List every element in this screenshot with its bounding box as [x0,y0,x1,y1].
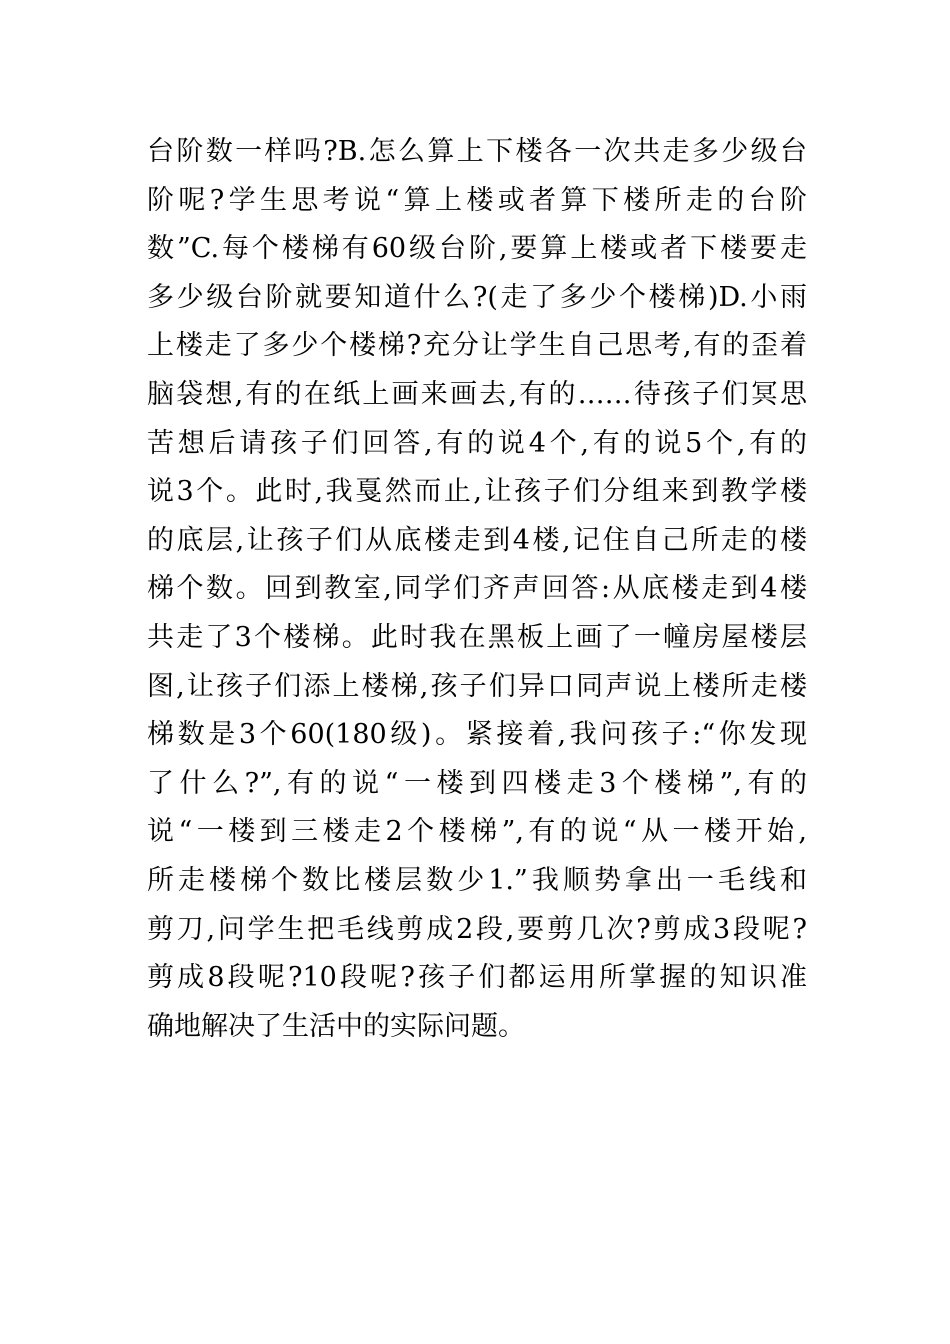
text-line-3: 数”C.每个楼梯有60级台阶,要算上楼或者下楼要走 [147,233,807,265]
text-line-13: 梯数是3个60(180级)。紧接着,我问孩子:“你发现 [147,719,807,751]
text-line-18: 剪成8段呢?10段呢?孩子们都运用所掌握的知识准 [147,962,807,994]
text-line-11: 共走了3个楼梯。此时我在黑板上画了一幢房屋楼层 [147,621,807,653]
text-line-8: 说3个。此时,我戛然而止,让孩子们分组来到教学楼 [147,476,807,508]
text-line-17: 剪刀,问学生把毛线剪成2段,要剪几次?剪成3段呢? [147,913,807,945]
text-line-10: 梯个数。回到教室,同学们齐声回答:从底楼走到4楼 [147,573,807,605]
text-line-7: 苦想后请孩子们回答,有的说4个,有的说5个,有的 [147,427,807,459]
text-line-2: 阶呢?学生思考说“算上楼或者算下楼所走的台阶 [147,184,807,216]
text-line-12: 图,让孩子们添上楼梯,孩子们异口同声说上楼所走楼 [147,670,807,702]
text-line-19: 确地解决了生活中的实际问题。 [147,1010,525,1042]
text-line-9: 的底层,让孩子们从底楼走到4楼,记住自己所走的楼 [147,524,807,556]
text-line-4: 多少级台阶就要知道什么?(走了多少个楼梯)D.小雨 [147,281,807,313]
text-line-1: 台阶数一样吗?B.怎么算上下楼各一次共走多少级台 [147,136,807,167]
text-line-6: 脑袋想,有的在纸上画来画去,有的……待孩子们冥思 [147,378,807,410]
text-line-14: 了什么?”,有的说“一楼到四楼走3个楼梯”,有的 [147,767,807,799]
text-line-15: 说“一楼到三楼走2个楼梯”,有的说“从一楼开始, [147,816,807,848]
text-line-16: 所走楼梯个数比楼层数少1.”我顺势拿出一毛线和 [147,864,807,896]
text-line-5: 上楼走了多少个楼梯?充分让学生自己思考,有的歪着 [147,330,807,362]
body-text [147,128,807,1051]
